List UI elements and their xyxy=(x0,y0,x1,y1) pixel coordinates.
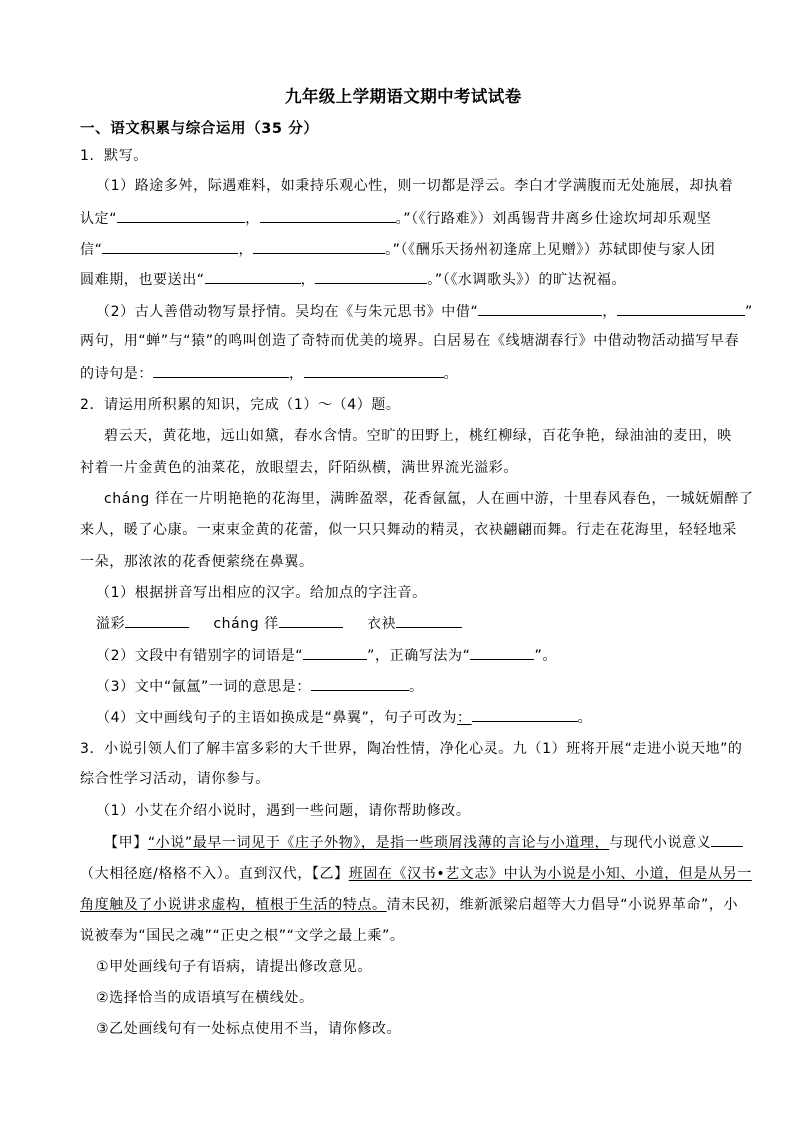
q3-item3: ③乙处画线句有一处标点使用不当，请你修改。 xyxy=(96,1021,402,1037)
text: 。 xyxy=(577,710,593,726)
q2-sub1: （1）根据拼音写出相应的汉字。给加点的字注音。 xyxy=(96,585,427,601)
text: ， xyxy=(602,304,617,320)
q2-sub3 xyxy=(96,677,424,696)
word-item: cháng 徉 xyxy=(213,616,279,632)
text: ， xyxy=(289,366,304,382)
answer-blank[interactable] xyxy=(478,302,602,316)
text: 圆难期，也要送出“ xyxy=(80,272,205,288)
answer-blank[interactable] xyxy=(279,614,343,628)
q1-p2-line2: 两句，用“蝉”与“猿”的鸣叫创造了奇特而优美的境界。白居易在《线塘湖春行》中借动物活动描写早春 xyxy=(80,333,740,349)
answer-blank[interactable] xyxy=(711,833,743,847)
text: 。”（《水调歌头》）的旷达祝福。 xyxy=(427,272,627,288)
answer-blank[interactable] xyxy=(396,614,462,628)
q1-p1-line4 xyxy=(80,270,626,289)
tag-yi: 【乙】 xyxy=(311,866,349,882)
q3-passage-line4: 说被奉为“国民之魂”“正史之根”“文学之最上乘”。 xyxy=(80,928,405,944)
text: 。 xyxy=(409,679,424,695)
text: （3）文中“氤氲”一词的意思是： xyxy=(96,679,312,695)
text: 。”（《行路难》）刘禹锡背井离乡仕途坎坷却乐观坚 xyxy=(395,211,712,227)
text: 信“ xyxy=(80,242,103,258)
text: （4）文中画线句子的主语如换成是“鼻翼”，句子可改为 xyxy=(96,710,458,726)
q2-para1-line2: 衬着一片金黄色的油菜花，放眼望去，阡陌纵横，满世界流光溢彩。 xyxy=(80,460,518,476)
q3-line2: 综合性学习活动，请你参与。 xyxy=(80,771,270,787)
answer-blank[interactable] xyxy=(315,270,427,284)
text: （2）古人善借动物写景抒情。吴均在《与朱元思书》中借“ xyxy=(96,304,479,320)
tag-jia: 【甲】 xyxy=(104,835,148,851)
answer-blank[interactable] xyxy=(304,364,444,378)
text: 。 xyxy=(443,366,459,382)
text: 。”（《酬乐天扬州初逢席上见赠》）苏轼即使与家人团 xyxy=(385,242,716,258)
answer-blank[interactable] xyxy=(311,677,409,691)
q1-p2-line1 xyxy=(96,302,753,321)
q2-sub4 xyxy=(96,708,592,727)
q2-sub1-answers xyxy=(96,614,462,633)
text: 认定“ xyxy=(80,211,118,227)
text: ， xyxy=(245,211,260,227)
answer-blank[interactable] xyxy=(472,708,578,722)
q3-line1: 3．小说引领人们了解丰富多彩的大千世界，陶冶性情，净化心灵。九（1）班将开展“走进小说天地”的 xyxy=(80,741,743,757)
text: 清末民初，维新派梁启超等大力倡导“小说界革命”，小 xyxy=(386,897,739,913)
q3-item2: ②选择恰当的成语填写在横线处。 xyxy=(96,990,314,1006)
text: ”。 xyxy=(534,648,557,664)
underlined-sentence-yi-cont: 角度触及了小说讲求虚构，植根于生活的特点。 xyxy=(80,897,387,913)
word-item: 溢彩 xyxy=(96,616,126,632)
text: （大相径庭/格格不入）。直到汉代， xyxy=(80,866,312,882)
text: ， xyxy=(300,272,316,288)
q2-para2-line1: cháng 徉在一片明艳艳的花海里，满眸盈翠，花香氤氲，人在画中游，十里春风春色，一城妩媚醉了 xyxy=(104,491,754,507)
word-item: 衣袂 xyxy=(367,616,397,632)
q2-sub2 xyxy=(96,646,557,665)
text: 的诗句是： xyxy=(80,366,153,382)
answer-blank[interactable] xyxy=(303,646,367,660)
answer-blank[interactable] xyxy=(125,614,189,628)
text: （2）文段中有错别字的词语是“ xyxy=(96,648,304,664)
q3-passage-line1 xyxy=(104,833,743,852)
text: ”，正确写法为“ xyxy=(367,648,471,664)
section-heading: 一、语文积累与综合运用（35 分） xyxy=(80,121,319,137)
q3-passage-line3 xyxy=(80,896,738,914)
answer-blank[interactable] xyxy=(117,209,245,223)
q1-p2-line3 xyxy=(80,364,458,383)
underlined-sentence-jia: “小说”最早一词见于《庄子外物》，是指一些琐屑浅薄的言论与小道理， xyxy=(147,835,610,851)
q3-sub1: （1）小艾在介绍小说时，遇到一些问题，请你帮助修改。 xyxy=(96,803,471,819)
text: ： xyxy=(457,710,472,726)
q2-para2-line2: 来人，暖了心康。一束束金黄的花蕾，似一只只舞动的精灵，衣袂翩翩而舞。行走在花海里，轻轻地采 xyxy=(80,522,737,538)
answer-blank[interactable] xyxy=(153,364,289,378)
answer-blank[interactable] xyxy=(470,646,534,660)
answer-blank[interactable] xyxy=(260,209,396,223)
q1-label: 1．默写。 xyxy=(80,148,148,164)
q3-passage-line2 xyxy=(80,865,752,883)
text: ” xyxy=(744,304,753,320)
answer-blank[interactable] xyxy=(205,270,301,284)
q1-p1-line3 xyxy=(80,240,715,259)
answer-blank[interactable] xyxy=(617,302,745,316)
text: ， xyxy=(238,242,254,258)
page-title: 九年级上学期语文期中考试试卷 xyxy=(285,87,522,106)
q2-para2-line3: 一朵，那浓浓的花香便萦绕在鼻翼。 xyxy=(80,554,314,570)
q1-p1-line2 xyxy=(80,209,711,228)
answer-blank[interactable] xyxy=(102,240,238,254)
text: 与现代小说意义 xyxy=(609,835,712,851)
q3-item1: ①甲处画线句子有语病，请提出修改意见。 xyxy=(96,959,372,975)
q2-para1-line1: 碧云天，黄花地，远山如黛，春水含情。空旷的田野上，桃红柳绿，百花争艳，绿油油的麦田，映 xyxy=(104,428,732,444)
answer-blank[interactable] xyxy=(253,240,385,254)
q1-p1-line1: （1）路途多舛，际遇难料，如秉持乐观心性，则一切都是浮云。李白才学满腹而无处施展，却执着 xyxy=(96,178,734,194)
underlined-sentence-yi: 班固在《汉书•艺文志》中认为小说是小知、小道，但是从另一 xyxy=(348,866,752,882)
q2-label: 2．请运用所积累的知识，完成（1）～（4）题。 xyxy=(80,397,401,413)
